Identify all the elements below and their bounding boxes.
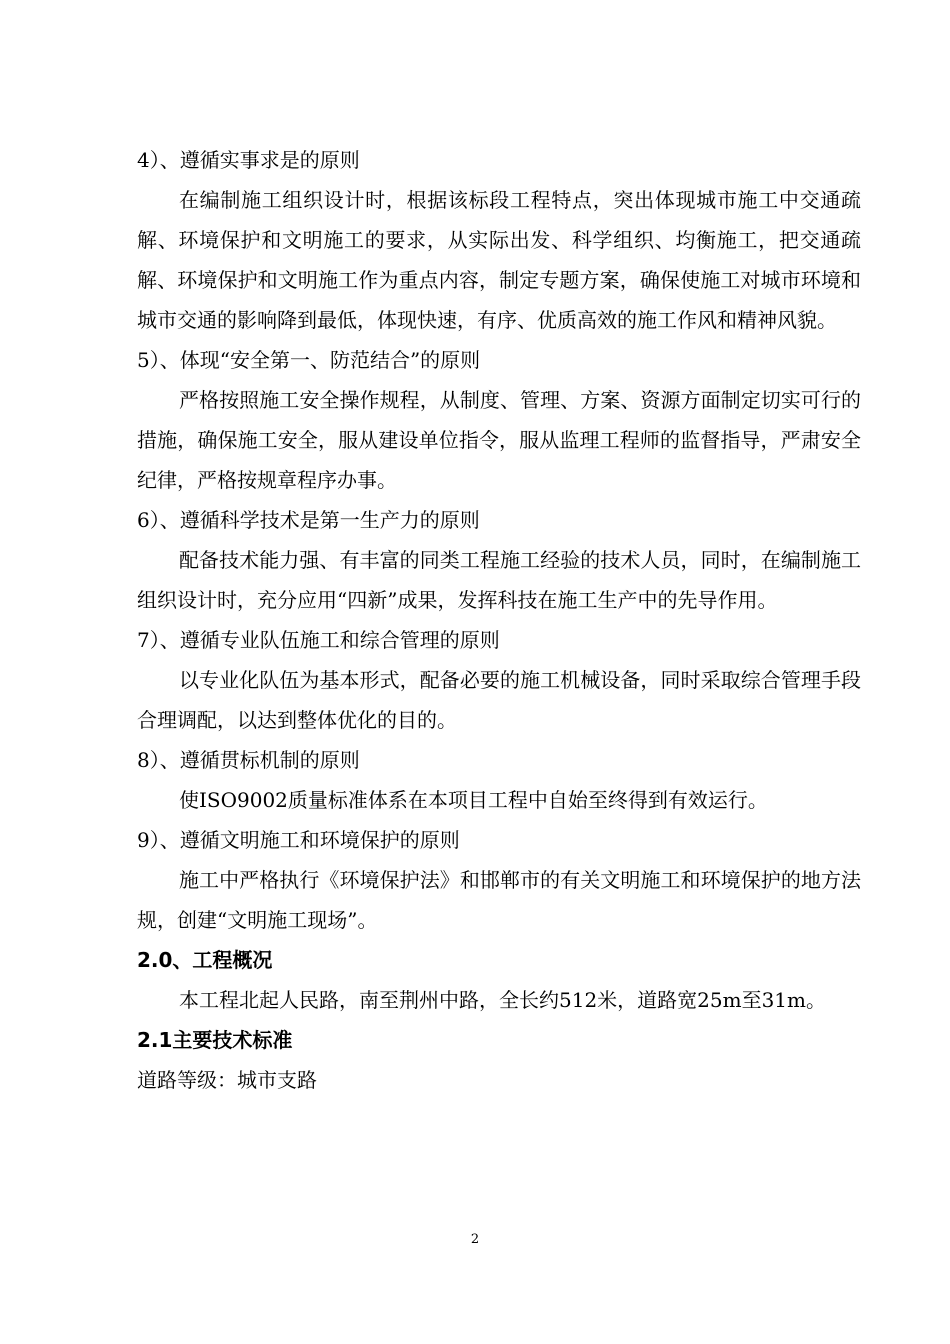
principle-paragraph-6: 配备技术能力强、有丰富的同类工程施工经验的技术人员，同时，在编制施工组织设计时，充分应用“四新”成果，发挥科技在施工生产中的先导作用。 (137, 548, 861, 612)
document-body (137, 140, 861, 1100)
principle-paragraph-4: 在编制施工组织设计时，根据该标段工程特点，突出体现城市施工中交通疏解、环境保护和文明施工的要求，从实际出发、科学组织、均衡施工，把交通疏解、环境保护和文明施工作为重点内容，制定专题方案，确保使施工对城市环境和城市交通的影响降到最低，体现快速，有序、优质高效的施工作风和精神风貌。 (137, 188, 861, 332)
section-heading-project-overview: 2.0、工程概况 (137, 948, 273, 972)
section-heading-technical-standards: 2.1主要技术标准 (137, 1028, 293, 1052)
principle-heading-5: 5）、体现“安全第一、防范结合”的原则 (137, 348, 481, 372)
principle-paragraph-8: 使ISO9002质量标准体系在本项目工程中自始至终得到有效运行。 (179, 788, 768, 812)
page-number: 2 (470, 1232, 480, 1247)
principle-heading-7: 7）、遵循专业队伍施工和综合管理的原则 (137, 628, 500, 652)
principle-heading-4: 4）、遵循实事求是的原则 (137, 148, 360, 172)
principle-heading-9: 9）、遵循文明施工和环境保护的原则 (137, 828, 460, 852)
project-overview-paragraph: 本工程北起人民路，南至荆州中路，全长约512米，道路宽25m至31m。 (179, 988, 827, 1012)
principle-paragraph-9: 施工中严格执行《环境保护法》和邯郸市的有关文明施工和环境保护的地方法规，创建“文明施工现场”。 (137, 868, 861, 932)
principle-heading-6: 6）、遵循科学技术是第一生产力的原则 (137, 508, 480, 532)
principle-paragraph-7: 以专业化队伍为基本形式，配备必要的施工机械设备，同时采取综合管理手段合理调配，以达到整体优化的目的。 (137, 668, 861, 732)
road-grade-line: 道路等级：城市支路 (137, 1068, 317, 1092)
principle-heading-8: 8）、遵循贯标机制的原则 (137, 748, 360, 772)
principle-paragraph-5: 严格按照施工安全操作规程，从制度、管理、方案、资源方面制定切实可行的措施，确保施工安全，服从建设单位指令，服从监理工程师的监督指导，严肃安全纪律，严格按规章程序办事。 (137, 388, 861, 492)
